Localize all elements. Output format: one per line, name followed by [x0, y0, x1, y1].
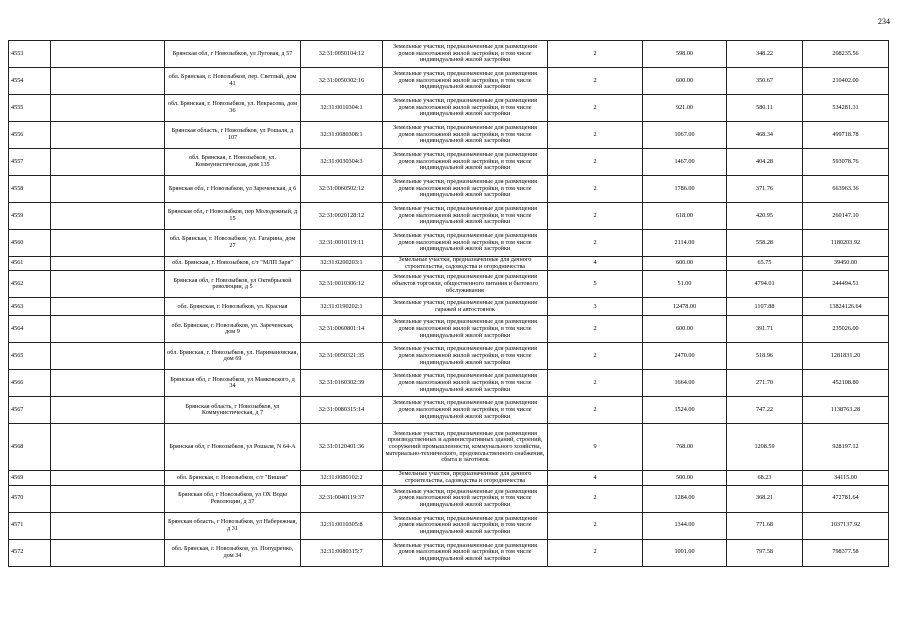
address-cell: Брянская область, г Новозыбков, ул Набережная, д 31 [165, 512, 301, 539]
blank-cell [51, 68, 165, 95]
category-cell: 3 [548, 298, 643, 316]
cadastral-value-cell: 593078.76 [803, 149, 889, 176]
cadastral-number-cell: 32:31:0060502:12 [301, 176, 383, 203]
cadastral-number-cell: 32:31:0080308:1 [301, 122, 383, 149]
blank-cell [51, 122, 165, 149]
blank-cell [51, 298, 165, 316]
specific-value-cell: 391.71 [727, 316, 803, 343]
land-use-cell: Земельные участки, предназначенные для размещения домов малоэтажной жилой застройки, в том числе индивидуальной жилой застройки [383, 343, 548, 370]
address-cell: обл. Брянская, г. Новозыбков, пер. Светлый, дом 41 [165, 68, 301, 95]
land-use-cell: Земельные участки, предназначенные для размещения домов малоэтажной жилой застройки, в том числе индивидуальной жилой застройки [383, 370, 548, 397]
area-cell: 2470.00 [643, 343, 727, 370]
address-cell: Брянская обл, г Новозыбков, ул Зареченская, д 6 [165, 176, 301, 203]
table-row [9, 370, 889, 397]
table-row [9, 512, 889, 539]
category-cell: 2 [548, 343, 643, 370]
table-row [9, 539, 889, 566]
cadastral-value-cell: 472781.64 [803, 485, 889, 512]
address-cell: обл. Брянская, г. Новозыбков, ул. Зареченская, дом 9 [165, 316, 301, 343]
cadastral-value-cell: 244494.51 [803, 271, 889, 298]
category-cell: 5 [548, 271, 643, 298]
land-use-cell: Земельные участки, предназначенные для размещения объектов торговли, общественного питания и бытового обслуживания [383, 271, 548, 298]
specific-value-cell: 1208.59 [727, 424, 803, 471]
cadastral-value-cell: 260147.10 [803, 203, 889, 230]
cadastral-value-cell: 1180203.92 [803, 230, 889, 257]
cadastral-number-cell: 32:31:0050104:12 [301, 41, 383, 68]
area-cell: 1344.00 [643, 512, 727, 539]
blank-cell [51, 230, 165, 257]
row-number: 4566 [9, 370, 51, 397]
specific-value-cell: 518.96 [727, 343, 803, 370]
cadastral-value-cell: 798377.58 [803, 539, 889, 566]
row-number: 4571 [9, 512, 51, 539]
cadastral-value-cell: 1281831.20 [803, 343, 889, 370]
specific-value-cell: 271.70 [727, 370, 803, 397]
table-row [9, 298, 889, 316]
specific-value-cell: 68.23 [727, 471, 803, 485]
area-cell: 500.00 [643, 471, 727, 485]
blank-cell [51, 512, 165, 539]
cadastral-number-cell: 32:31:0080315:14 [301, 397, 383, 424]
land-use-cell: Земельные участки, предназначенные для размещения домов малоэтажной жилой застройки, в том числе индивидуальной жилой застройки [383, 41, 548, 68]
land-use-cell: Земельные участки, предназначенные для размещения домов малоэтажной жилой застройки, в том числе индивидуальной жилой застройки [383, 95, 548, 122]
table-row [9, 41, 889, 68]
land-use-cell: Земельные участки, предназначенные для размещения домов малоэтажной жилой застройки, в том числе индивидуальной жилой застройки [383, 397, 548, 424]
table-body [9, 41, 889, 567]
row-number: 4568 [9, 424, 51, 471]
page-number: 234 [878, 17, 890, 26]
specific-value-cell: 771.68 [727, 512, 803, 539]
category-cell: 2 [548, 316, 643, 343]
specific-value-cell: 420.95 [727, 203, 803, 230]
table-row [9, 316, 889, 343]
land-use-cell: Земельные участки, предназначенные для дачного строительства, садоводства и огородничества [383, 257, 548, 271]
category-cell: 9 [548, 424, 643, 471]
land-parcel-table [8, 40, 889, 567]
row-number: 4560 [9, 230, 51, 257]
cadastral-value-cell: 210402.00 [803, 68, 889, 95]
specific-value-cell: 797.58 [727, 539, 803, 566]
specific-value-cell: 350.67 [727, 68, 803, 95]
address-cell: обл. Брянская, г. Новозыбков, с/т "МЛП Заря" [165, 257, 301, 271]
area-cell: 921.00 [643, 95, 727, 122]
land-use-cell: Земельные участки, предназначенные для размещения домов малоэтажной жилой застройки, в том числе индивидуальной жилой застройки [383, 68, 548, 95]
table-row [9, 122, 889, 149]
cadastral-value-cell: 34115.00 [803, 471, 889, 485]
specific-value-cell: 348.22 [727, 41, 803, 68]
row-number: 4570 [9, 485, 51, 512]
area-cell: 12478.00 [643, 298, 727, 316]
table-row [9, 271, 889, 298]
category-cell: 2 [548, 370, 643, 397]
address-cell: Брянская обл, г Новозыбков, ул Рошаля, N 64-А [165, 424, 301, 471]
area-cell: 600.00 [643, 68, 727, 95]
area-cell: 1284.00 [643, 485, 727, 512]
cadastral-number-cell: 32:31:0050321:35 [301, 343, 383, 370]
category-cell: 2 [548, 203, 643, 230]
row-number: 4557 [9, 149, 51, 176]
address-cell: обл. Брянская, г. Новозыбков, с/т "Вишня" [165, 471, 301, 485]
area-cell: 600.00 [643, 316, 727, 343]
category-cell: 4 [548, 471, 643, 485]
cadastral-value-cell: 928197.12 [803, 424, 889, 471]
land-use-cell: Земельные участки, предназначенные для размещения производственных и административных зданий, строений, сооружений промышленности, коммунального хозяйства, материально-технического, продовольственного снабжения, сбыта и заготовок [383, 424, 548, 471]
category-cell: 2 [548, 68, 643, 95]
address-cell: обл. Брянская, г. Новозыбков, ул. Коммунистическая, дом 135 [165, 149, 301, 176]
area-cell: 598.00 [643, 41, 727, 68]
row-number: 4561 [9, 257, 51, 271]
row-number: 4565 [9, 343, 51, 370]
table-row [9, 149, 889, 176]
address-cell: обл. Брянская, г. Новозыбков, ул. Некрасова, дом 36 [165, 95, 301, 122]
blank-cell [51, 176, 165, 203]
cadastral-number-cell: 32:31:0040119:37 [301, 485, 383, 512]
address-cell: Брянская область, г Новозыбков, ул Коммунистическая, д 7 [165, 397, 301, 424]
land-use-cell: Земельные участки, предназначенные для размещения домов малоэтажной жилой застройки, в том числе индивидуальной жилой застройки [383, 203, 548, 230]
category-cell: 2 [548, 539, 643, 566]
specific-value-cell: 580.11 [727, 95, 803, 122]
cadastral-number-cell: 32:31:0080102:2 [301, 471, 383, 485]
cadastral-value-cell: 663963.36 [803, 176, 889, 203]
row-number: 4554 [9, 68, 51, 95]
table-row [9, 257, 889, 271]
blank-cell [51, 95, 165, 122]
cadastral-value-cell: 499718.78 [803, 122, 889, 149]
address-cell: Брянская обл, г Новозыбков, ул Луговая, д 57 [165, 41, 301, 68]
cadastral-number-cell: 32:31:0080315:7 [301, 539, 383, 566]
land-use-cell: Земельные участки, предназначенные для дачного строительства, садоводства и огородничества [383, 471, 548, 485]
cadastral-value-cell: 13824126.64 [803, 298, 889, 316]
category-cell: 2 [548, 122, 643, 149]
table-row [9, 424, 889, 471]
cadastral-number-cell: 32:31:0050302:16 [301, 68, 383, 95]
table-row [9, 343, 889, 370]
cadastral-number-cell: 32:31:0010306:12 [301, 271, 383, 298]
table-row [9, 397, 889, 424]
cadastral-value-cell: 452108.80 [803, 370, 889, 397]
land-use-cell: Земельные участки, предназначенные для размещения домов малоэтажной жилой застройки, в том числе индивидуальной жилой застройки [383, 485, 548, 512]
specific-value-cell: 4794.01 [727, 271, 803, 298]
specific-value-cell: 1107.88 [727, 298, 803, 316]
land-use-cell: Земельные участки, предназначенные для размещения домов малоэтажной жилой застройки, в том числе индивидуальной жилой застройки [383, 230, 548, 257]
category-cell: 2 [548, 41, 643, 68]
address-cell: обл. Брянская, г. Новозыбков, ул. Попудренко, дом 34 [165, 539, 301, 566]
specific-value-cell: 404.28 [727, 149, 803, 176]
address-cell: обл. Брянская, г. Новозыбков, ул. Красная [165, 298, 301, 316]
blank-cell [51, 257, 165, 271]
land-use-cell: Земельные участки, предназначенные для размещения домов малоэтажной жилой застройки, в том числе индивидуальной жилой застройки [383, 176, 548, 203]
row-number: 4562 [9, 271, 51, 298]
blank-cell [51, 149, 165, 176]
land-use-cell: Земельные участки, предназначенные для размещения домов малоэтажной жилой застройки, в том числе индивидуальной жилой застройки [383, 539, 548, 566]
category-cell: 2 [548, 95, 643, 122]
specific-value-cell: 747.22 [727, 397, 803, 424]
cadastral-value-cell: 208235.56 [803, 41, 889, 68]
category-cell: 2 [548, 230, 643, 257]
table-row [9, 68, 889, 95]
area-cell: 1467.00 [643, 149, 727, 176]
blank-cell [51, 424, 165, 471]
cadastral-number-cell: 32:31:0020128:12 [301, 203, 383, 230]
cadastral-number-cell: 32:31:0120401:36 [301, 424, 383, 471]
blank-cell [51, 539, 165, 566]
blank-cell [51, 203, 165, 230]
address-cell: Брянская обл, г Новозыбков, ул Маяковского, д 34 [165, 370, 301, 397]
table-row [9, 230, 889, 257]
table-row [9, 485, 889, 512]
row-number: 4559 [9, 203, 51, 230]
specific-value-cell: 558.28 [727, 230, 803, 257]
area-cell: 1664.00 [643, 370, 727, 397]
cadastral-value-cell: 39450.00 [803, 257, 889, 271]
cadastral-number-cell: 32:31:0030304:3 [301, 149, 383, 176]
address-cell: Брянская обл, г Новозыбков, ул ОХ Воды Революции, д 37 [165, 485, 301, 512]
address-cell: обл. Брянская, г. Новозыбков, ул. Гагарина, дом 27 [165, 230, 301, 257]
blank-cell [51, 316, 165, 343]
category-cell: 2 [548, 485, 643, 512]
cadastral-number-cell: 32:31:0200203:1 [301, 257, 383, 271]
address-cell: обл. Брянская, г. Новозыбков, ул. Наримановская, дом 69 [165, 343, 301, 370]
row-number: 4556 [9, 122, 51, 149]
specific-value-cell: 371.76 [727, 176, 803, 203]
cadastral-value-cell: 235026.00 [803, 316, 889, 343]
cadastral-value-cell: 1037137.92 [803, 512, 889, 539]
specific-value-cell: 368.21 [727, 485, 803, 512]
land-use-cell: Земельные участки, предназначенные для размещения домов малоэтажной жилой застройки, в том числе индивидуальной жилой застройки [383, 149, 548, 176]
address-cell: Брянская обл, г Новозыбков, ул Октябрьской революции, д 5 [165, 271, 301, 298]
area-cell: 2114.00 [643, 230, 727, 257]
area-cell: 1001.00 [643, 539, 727, 566]
area-cell: 1786.00 [643, 176, 727, 203]
category-cell: 2 [548, 397, 643, 424]
area-cell: 1067.00 [643, 122, 727, 149]
row-number: 4564 [9, 316, 51, 343]
address-cell: Брянская область, г Новозыбков, ул Рошаля, д 107 [165, 122, 301, 149]
land-use-cell: Земельные участки, предназначенные для размещения домов малоэтажной жилой застройки, в том числе индивидуальной жилой застройки [383, 512, 548, 539]
category-cell: 2 [548, 176, 643, 203]
cadastral-number-cell: 32:31:0010305:8 [301, 512, 383, 539]
cadastral-number-cell: 32:31:0160302:39 [301, 370, 383, 397]
category-cell: 4 [548, 257, 643, 271]
blank-cell [51, 343, 165, 370]
row-number: 4569 [9, 471, 51, 485]
area-cell: 600.00 [643, 257, 727, 271]
row-number: 4555 [9, 95, 51, 122]
row-number: 4572 [9, 539, 51, 566]
cadastral-number-cell: 32:31:0190202:1 [301, 298, 383, 316]
row-number: 4553 [9, 41, 51, 68]
cadastral-number-cell: 32:31:0010119:11 [301, 230, 383, 257]
address-cell: Брянская обл, г Новозыбков, пер Молодежный, д 15 [165, 203, 301, 230]
cadastral-value-cell: 534281.31 [803, 95, 889, 122]
area-cell: 51.00 [643, 271, 727, 298]
land-use-cell: Земельные участки, предназначенные для размещения домов малоэтажной жилой застройки, в том числе индивидуальной жилой застройки [383, 122, 548, 149]
row-number: 4558 [9, 176, 51, 203]
specific-value-cell: 468.34 [727, 122, 803, 149]
table-row [9, 471, 889, 485]
blank-cell [51, 271, 165, 298]
area-cell: 618.00 [643, 203, 727, 230]
blank-cell [51, 485, 165, 512]
specific-value-cell: 65.75 [727, 257, 803, 271]
table-row [9, 203, 889, 230]
cadastral-number-cell: 32:31:0010304:1 [301, 95, 383, 122]
blank-cell [51, 471, 165, 485]
blank-cell [51, 370, 165, 397]
category-cell: 2 [548, 149, 643, 176]
area-cell: 768.00 [643, 424, 727, 471]
area-cell: 1524.00 [643, 397, 727, 424]
land-use-cell: Земельные участки, предназначенные для размещения гаражей и автостоянок [383, 298, 548, 316]
land-use-cell: Земельные участки, предназначенные для размещения домов малоэтажной жилой застройки, в том числе индивидуальной жилой застройки [383, 316, 548, 343]
table-row [9, 176, 889, 203]
row-number: 4563 [9, 298, 51, 316]
row-number: 4567 [9, 397, 51, 424]
cadastral-number-cell: 32:31:0060801:14 [301, 316, 383, 343]
cadastral-value-cell: 1138763.28 [803, 397, 889, 424]
blank-cell [51, 397, 165, 424]
table-row [9, 95, 889, 122]
category-cell: 2 [548, 512, 643, 539]
blank-cell [51, 41, 165, 68]
